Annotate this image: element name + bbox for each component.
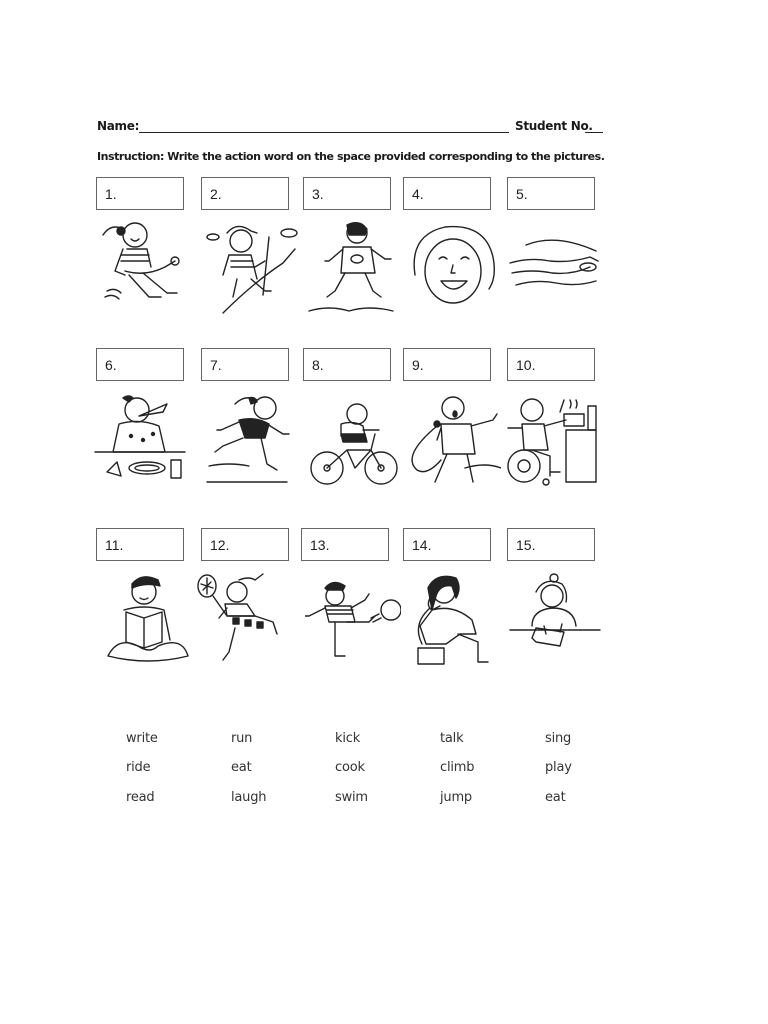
word-bank-item: climb <box>440 760 475 775</box>
boy-climbing-picture <box>203 215 299 315</box>
word-bank-item: kick <box>335 731 361 746</box>
boy-kicking-ball-picture <box>305 570 401 670</box>
name-input-line[interactable] <box>139 132 509 133</box>
answer-box-8[interactable] <box>303 348 391 381</box>
person-swimming-picture <box>506 215 602 315</box>
girl-writing-picture <box>506 570 602 670</box>
answer-box-4[interactable] <box>403 177 491 210</box>
word-bank-item: jump <box>440 790 472 805</box>
answer-box-13[interactable] <box>301 528 389 561</box>
word-bank-item: write <box>126 731 158 746</box>
answer-box-9[interactable] <box>403 348 491 381</box>
answer-box-3[interactable] <box>303 177 391 210</box>
word-bank-item: eat <box>545 790 566 805</box>
answer-box-11[interactable] <box>96 528 184 561</box>
student-no-input-line[interactable] <box>585 132 603 133</box>
answer-box-7[interactable] <box>201 348 289 381</box>
boy-riding-bike-picture <box>305 390 401 490</box>
word-bank-item: laugh <box>231 790 267 805</box>
word-bank-item: cook <box>335 760 365 775</box>
item-number: 3. <box>312 186 324 202</box>
word-bank-item: sing <box>545 731 572 746</box>
answer-box-10[interactable] <box>507 348 595 381</box>
item-number: 14. <box>412 537 432 553</box>
answer-box-5[interactable] <box>507 177 595 210</box>
answer-box-15[interactable] <box>507 528 595 561</box>
boy-running-picture <box>305 215 401 315</box>
item-number: 1. <box>105 186 117 202</box>
item-number: 2. <box>210 186 222 202</box>
item-number: 9. <box>412 357 424 373</box>
girl-laughing-picture <box>405 215 501 315</box>
word-bank-item: eat <box>231 760 252 775</box>
girl-jumping-picture <box>93 215 189 315</box>
item-number: 6. <box>105 357 117 373</box>
girl-eating-pizza-picture <box>93 390 189 490</box>
word-bank-item: read <box>126 790 155 805</box>
name-label: Name: <box>97 119 140 133</box>
item-number: 11. <box>105 537 124 553</box>
woman-talking-phone-picture <box>408 570 504 670</box>
boy-reading-picture <box>100 570 196 670</box>
item-number: 12. <box>210 537 230 553</box>
girl-running-picture <box>203 390 299 490</box>
item-number: 5. <box>516 186 528 202</box>
answer-box-14[interactable] <box>403 528 491 561</box>
word-bank-item: run <box>231 731 253 746</box>
word-bank-item: play <box>545 760 572 775</box>
word-bank-item: swim <box>335 790 368 805</box>
boy-singing-picture <box>405 390 501 490</box>
item-number: 15. <box>516 537 536 553</box>
item-number: 8. <box>312 357 324 373</box>
item-number: 13. <box>310 537 330 553</box>
girl-playing-tennis-picture <box>193 570 289 670</box>
answer-box-2[interactable] <box>201 177 289 210</box>
answer-box-6[interactable] <box>96 348 184 381</box>
word-bank-item: ride <box>126 760 151 775</box>
item-number: 7. <box>210 357 222 373</box>
answer-box-1[interactable] <box>96 177 184 210</box>
answer-box-12[interactable] <box>201 528 289 561</box>
word-bank-item: talk <box>440 731 464 746</box>
student-no-label: Student No. <box>515 119 593 133</box>
person-cooking-wheelchair-picture <box>506 390 602 490</box>
instruction-text: Instruction: Write the action word on the space provided corresponding to the pictures. <box>97 150 605 163</box>
item-number: 4. <box>412 186 424 202</box>
item-number: 10. <box>516 357 536 373</box>
